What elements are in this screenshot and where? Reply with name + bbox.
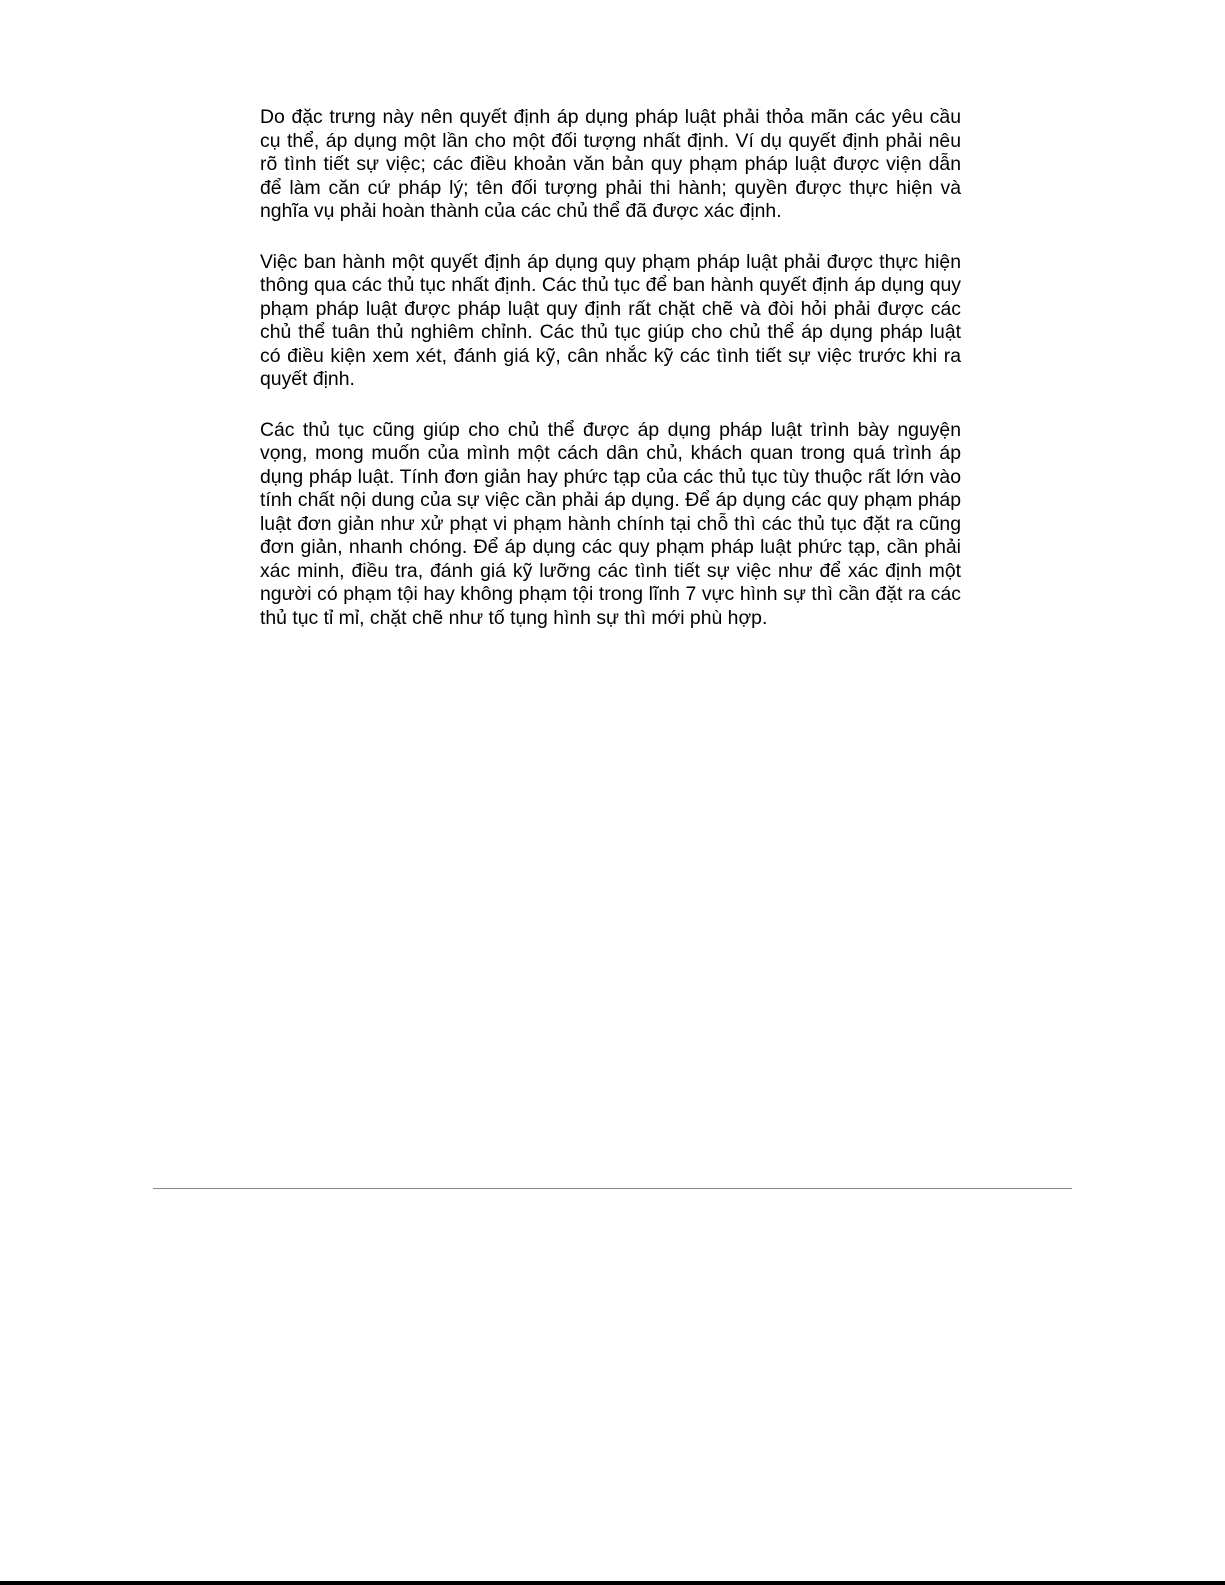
- paragraph-2: Việc ban hành một quyết định áp dụng quy phạm pháp luật phải được thực hiện thông qua các thủ tục nhất định. Các thủ tục để ban hành quyết định áp dụng quy phạm pháp luật được pháp luật quy định rất chặt chẽ và đòi hỏi phải được các chủ thể tuân thủ nghiêm chỉnh. Các thủ tục giúp cho chủ thể áp dụng pháp luật có điều kiện xem xét, đánh giá kỹ, cân nhắc kỹ các tình tiết sự việc trước khi ra quyết định.: [260, 250, 961, 390]
- footer-divider: [153, 1188, 1072, 1189]
- body-text: [260, 106, 961, 657]
- page-bottom-edge: [0, 1581, 1225, 1585]
- paragraph-3: Các thủ tục cũng giúp cho chủ thể được áp dụng pháp luật trình bày nguyện vọng, mong muốn của mình một cách dân chủ, khách quan trong quá trình áp dụng pháp luật. Tính đơn giản hay phức tạp của các thủ tục tùy thuộc rất lớn vào tính chất nội dung của sự việc cần phải áp dụng. Để áp dụng các quy phạm pháp luật đơn giản như xử phạt vi phạm hành chính tại chỗ thì các thủ tục đặt ra cũng đơn giản, nhanh chóng. Để áp dụng các quy phạm pháp luật phức tạp, cần phải xác minh, điều tra, đánh giá kỹ lưỡng các tình tiết sự việc như để xác định một người có phạm tội hay không phạm tội trong lĩnh 7 vực hình sự thì cần đặt ra các thủ tục tỉ mỉ, chặt chẽ như tố tụng hình sự thì mới phù hợp.: [260, 418, 961, 629]
- paragraph-1: Do đặc trưng này nên quyết định áp dụng pháp luật phải thỏa mãn các yêu cầu cụ thể, áp dụng một lần cho một đối tượng nhất định. Ví dụ quyết định phải nêu rõ tình tiết sự việc; các điều khoản văn bản quy phạm pháp luật được viện dẫn để làm căn cứ pháp lý; tên đối tượng phải thi hành; quyền được thực hiện và nghĩa vụ phải hoàn thành của các chủ thể đã được xác định.: [260, 106, 961, 222]
